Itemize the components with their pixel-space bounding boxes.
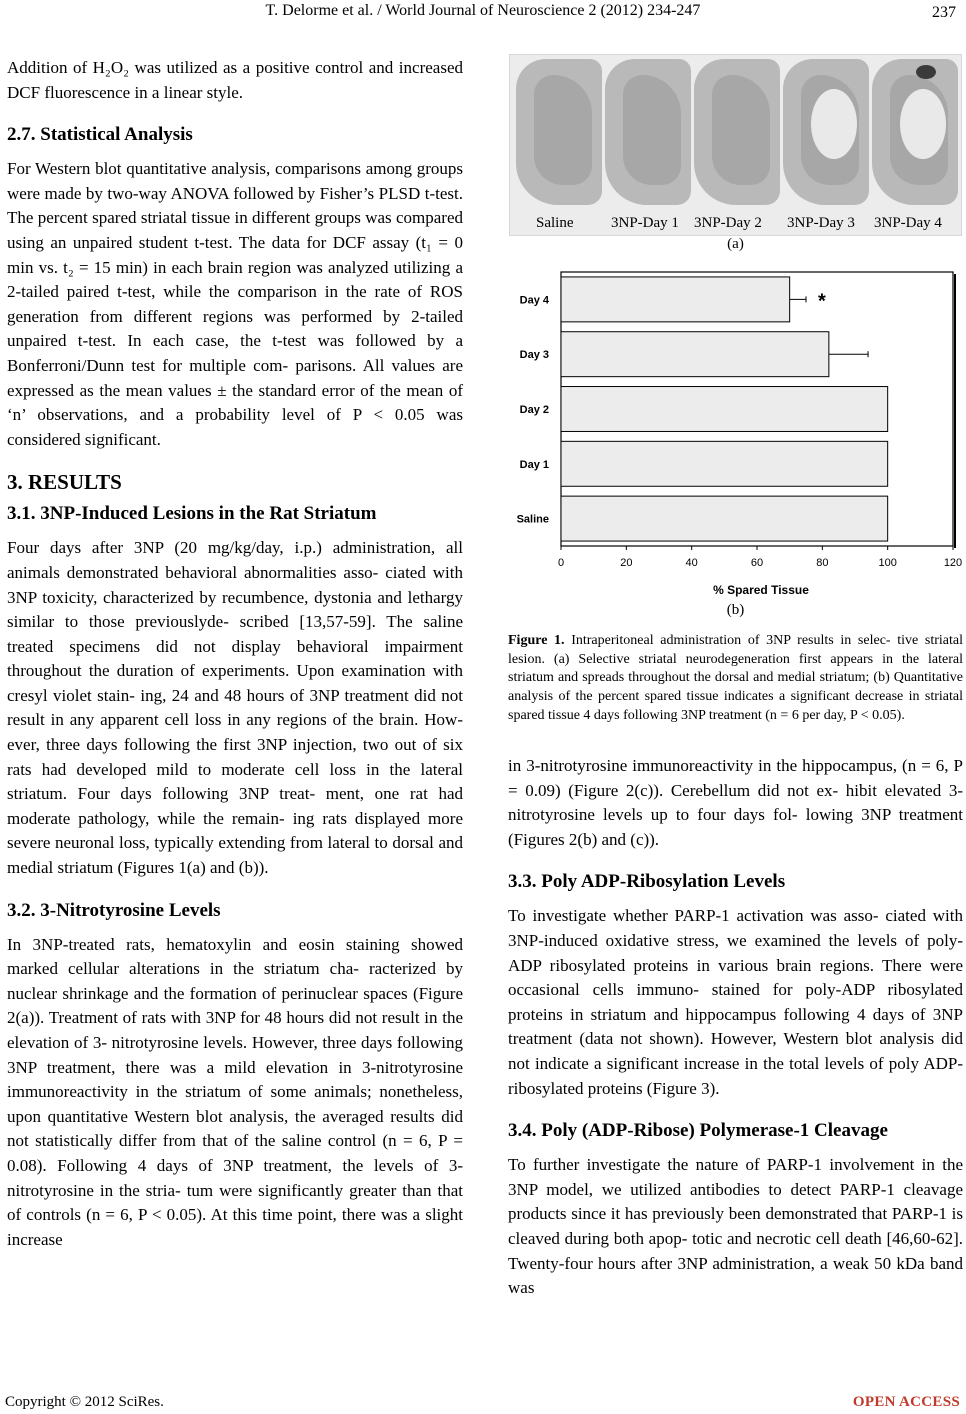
copyright-footer: Copyright © 2012 SciRes. bbox=[5, 1394, 164, 1410]
brain-section-day4 bbox=[872, 59, 958, 205]
caption-text: Intraperitoneal administration of 3NP results in selec- tive striatal lesion. (a) Selective striatal neurodegeneration first appears in the lateral striatum and spreads throughout the dorsal and medial striatum; (b) Quantitative analysis of the percent spared tissue indicates a significant decrease in striatal spared tissue 4 days following 3NP treatment (n = 6 per day, P < 0.05). bbox=[508, 633, 963, 723]
figure-1a-micrographs bbox=[509, 54, 962, 236]
panel-label-day4: 3NP-Day 4 bbox=[874, 215, 942, 231]
category-label: Day 3 bbox=[519, 349, 549, 362]
x-tick-label: 120 bbox=[943, 557, 963, 569]
panel-labels bbox=[510, 215, 963, 235]
brain-section-day3 bbox=[783, 59, 869, 205]
panel-label-saline: Saline bbox=[536, 215, 574, 231]
paragraph-poly-adp-ribosylation: To investigate whether PARP-1 activation was asso- ciated with 3NP-induced oxidative stress, we examined the levels of poly-ADP ribosylated proteins in various brain regions. There were occasional cells immuno- stained for poly-ADP ribosylated proteins in striatum and hippocampus following 4 days of 3NP treatment (data not shown). However, Western blot analysis did not indicate a significant increase in the total levels of poly ADP-ribosylated proteins (Figure 3). bbox=[508, 906, 963, 1098]
panel-label-day3: 3NP-Day 3 bbox=[787, 215, 855, 231]
caption-label: Figure 1. bbox=[508, 633, 565, 648]
paragraph-3np-lesions: Four days after 3NP (20 mg/kg/day, i.p.) administration, all animals demonstrated behavioral abnormalities asso- ciated with 3NP toxicity, characterized by recumbence, dystonia and lethargy similar to those previouslyde- scribed [13,57-59]. The saline treated specimens did not display behavioral impairment throughout the duration of experiments. Upon examination with cresyl violet stain- ing, 24 and 48 hours of 3NP treatment did not result in any apparent cell loss in any regions of the brain. How- ever, three days following the first 3NP injection, two out of six rats had developed mild to moderate cell loss in the lateral striatum. Four days following 3NP treat- ment, one rat had moderate pathology, while the remain- ing rats displayed more severe neuronal loss, typically extending from lateral to dorsal and medial striatum (Figures 1(a) and (b)). bbox=[7, 538, 463, 878]
x-tick-label: 0 bbox=[557, 557, 565, 569]
category-label: Day 4 bbox=[519, 294, 549, 307]
bar-saline bbox=[561, 496, 888, 541]
page-number: 237 bbox=[932, 4, 956, 21]
x-tick-label: 100 bbox=[878, 557, 897, 569]
category-label: Saline bbox=[516, 513, 549, 526]
brain-section-saline bbox=[516, 59, 602, 205]
significance-marker: * bbox=[818, 290, 826, 313]
bar-day-3 bbox=[561, 332, 829, 377]
subfigure-b-label: (b) bbox=[726, 602, 745, 618]
heading-results: 3. RESULTS bbox=[7, 470, 122, 495]
bar-day-4 bbox=[561, 277, 790, 322]
heading-parp-cleavage: 3.4. Poly (ADP-Ribose) Polymerase-1 Cleavage bbox=[508, 1120, 888, 1142]
category-label: Day 1 bbox=[519, 458, 549, 471]
spared-tissue-bar-chart bbox=[503, 270, 963, 600]
x-tick-label: 80 bbox=[816, 557, 829, 569]
panel-label-day2: 3NP-Day 2 bbox=[694, 215, 762, 231]
heading-poly-adp-ribosylation: 3.3. Poly ADP-Ribosylation Levels bbox=[508, 871, 786, 893]
paragraph-statistical-analysis: For Western blot quantitative analysis, comparisons among groups were made by two-way ANOVA followed by Fisher’s PLSD t-test. The percent spared striatal tissue in different groups was compared using an unpaired student t-test. The data for DCF assay (t₁ = 0 min vs. t₂ = 15 min) in each brain region was analyzed utilizing a 2-tailed paired t-test, while the comparison in the rate of ROS generation from different regions was performed by 2-tailed unpaired t-test. In each case, the t-test was followed by a Bonferroni/Dunn test for multiple com- parisons. All values are expressed as the mean values ± the standard error of the mean of ‘n’ observations, and a probability level of P < 0.05 was considered significant. bbox=[7, 159, 463, 449]
paragraph-continued: in 3-nitrotyrosine immunoreactivity in the hippocampus, (n = 6, P = 0.09) (Figure 2(c)). Cerebellum did not ex- hibit elevated 3-nitrotyrosine levels up to four days fol- lowing 3NP treatment (Figures 2(b) and (c)). bbox=[508, 756, 963, 849]
open-access-footer: OPEN ACCESS bbox=[852, 1394, 960, 1410]
left-column bbox=[7, 56, 463, 1252]
heading-nitrotyrosine: 3.2. 3-Nitrotyrosine Levels bbox=[7, 899, 221, 921]
paragraph-nitrotyrosine: In 3NP-treated rats, hematoxylin and eosin staining showed marked cellular alterations in the striatum cha- racterized by nuclear shrinkage and the formation of perinuclear spaces (Figure 2(a)). Treatment of rats with 3NP for 48 hours did not result in the elevation of 3- nitrotyrosine levels. However, three days following 3NP treatment, there was a mild elevation in 3-nitrotyrosine immunoreactivity in the striatum of some animals; nonetheless, upon quantitative Western blot analysis, the averaged results did not statistically differ from that of the saline control (n = 6, P = 0.08). Following 4 days of 3NP treatment, the levels of 3-nitrotyrosine in the stria- tum were significantly greater than that of controls (n = 6, P < 0.05). At this time point, there was a slight increase bbox=[7, 934, 463, 1249]
paragraph-intro: Addition of H₂O₂ was utilized as a positive control and increased DCF fluorescence in a linear style. bbox=[7, 58, 463, 102]
running-title: T. Delorme et al. / World Journal of Neuroscience 2 (2012) 234-247 bbox=[265, 2, 701, 19]
right-column bbox=[508, 754, 963, 1301]
subfigure-a-label: (a) bbox=[727, 236, 744, 252]
figure-1-caption bbox=[508, 632, 963, 726]
heading-3np-lesions: 3.1. 3NP-Induced Lesions in the Rat Striatum bbox=[7, 503, 377, 525]
running-header bbox=[0, 2, 966, 24]
brain-section-day1 bbox=[605, 59, 691, 205]
x-tick-label: 40 bbox=[685, 557, 698, 569]
panel-label-day1: 3NP-Day 1 bbox=[611, 215, 679, 231]
heading-statistical-analysis: 2.7. Statistical Analysis bbox=[7, 124, 193, 146]
paragraph-parp-cleavage: To further investigate the nature of PARP-1 involvement in the 3NP model, we utilized antibodies to detect PARP-1 cleavage products since it has previously been demonstrated that PARP-1 is cleaved during both apop- totic and necrotic cell death [46,60-62]. Twenty-four hours after 3NP administration, a weak 50 kDa band was bbox=[508, 1155, 963, 1298]
bar-day-2 bbox=[561, 387, 888, 432]
x-tick-label: 20 bbox=[620, 557, 633, 569]
bar-day-1 bbox=[561, 441, 888, 486]
x-tick-label: 60 bbox=[750, 557, 764, 569]
brain-section-day2 bbox=[694, 59, 780, 205]
x-axis-label: % Spared Tissue bbox=[713, 583, 809, 597]
category-label: Day 2 bbox=[519, 404, 549, 416]
